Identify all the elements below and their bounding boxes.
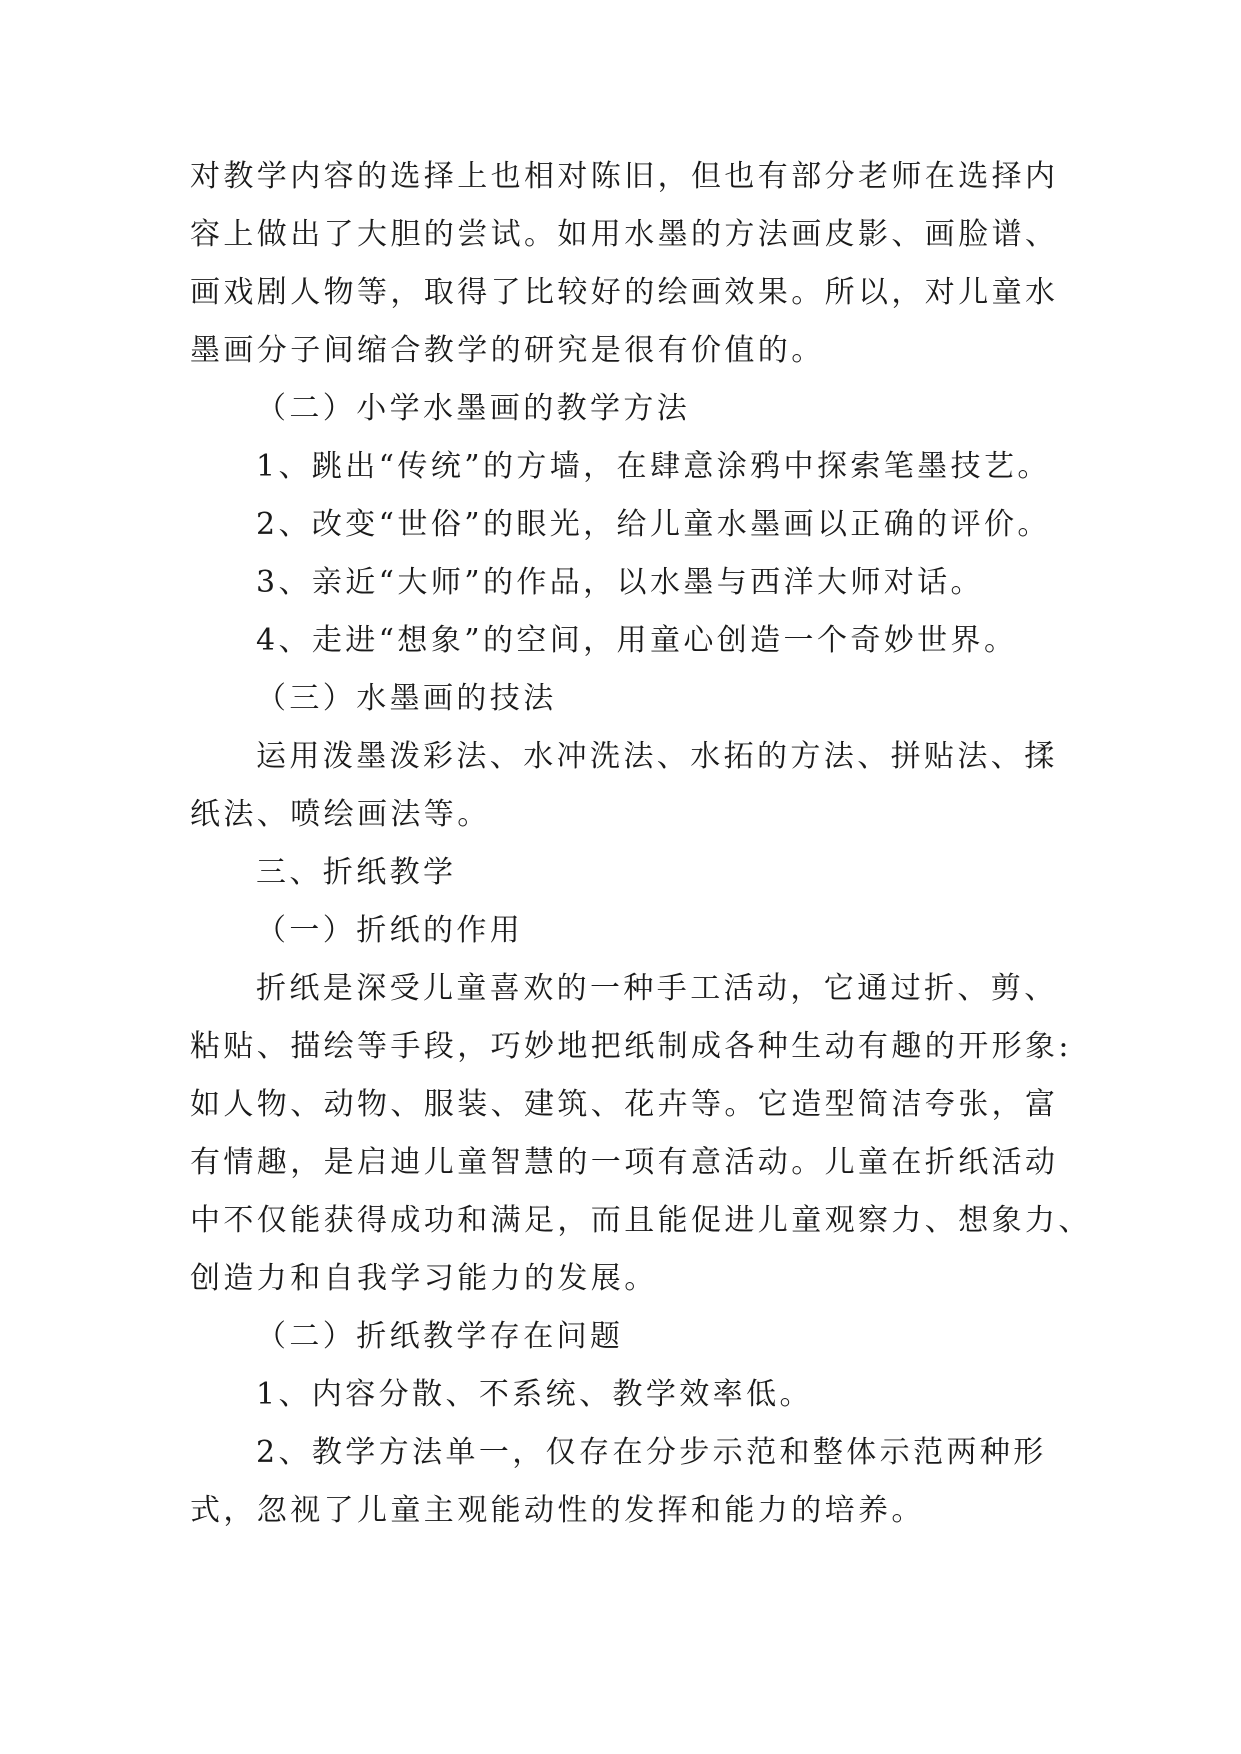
section-heading: （一）折纸的作用 [256, 913, 524, 948]
paragraph-line: 折纸是深受儿童喜欢的一种手工活动，它通过折、剪、 [256, 971, 1058, 1006]
paragraph-line: 容上做出了大胆的尝试。如用水墨的方法画皮影、画脸谱、 [190, 217, 1059, 252]
list-item: 3、亲近“大师”的作品，以水墨与西洋大师对话。 [256, 565, 984, 600]
paragraph-line: 画戏剧人物等，取得了比较好的绘画效果。所以，对儿童水 [190, 275, 1059, 310]
paragraph-line: 如人物、动物、服装、建筑、花卉等。它造型简洁夸张，富 [190, 1087, 1059, 1122]
section-heading: （三）水墨画的技法 [256, 681, 557, 716]
section-heading: 三、折纸教学 [256, 855, 457, 890]
section-heading: （二）小学水墨画的教学方法 [256, 391, 691, 426]
section-heading: （二）折纸教学存在问题 [256, 1319, 624, 1354]
list-item: 2、教学方法单一，仅存在分步示范和整体示范两种形 [256, 1435, 1047, 1470]
paragraph-line: 纸法、喷绘画法等。 [190, 797, 491, 832]
list-item: 4、走进“想象”的空间，用童心创造一个奇妙世界。 [256, 623, 1018, 658]
paragraph-line: 粘贴、描绘等手段，巧妙地把纸制成各种生动有趣的开形象: [190, 1029, 1072, 1064]
paragraph-line: 墨画分子间缩合教学的研究是很有价值的。 [190, 333, 825, 368]
list-item: 1、内容分散、不系统、教学效率低。 [256, 1377, 813, 1412]
paragraph-line: 创造力和自我学习能力的发展。 [190, 1261, 658, 1296]
paragraph-line: 运用泼墨泼彩法、水冲洗法、水拓的方法、拼贴法、揉 [256, 739, 1058, 774]
list-item: 2、改变“世俗”的眼光，给儿童水墨画以正确的评价。 [256, 507, 1051, 542]
paragraph-line: 式，忽视了儿童主观能动性的发挥和能力的培养。 [190, 1493, 925, 1528]
paragraph-line: 有情趣，是启迪儿童智慧的一项有意活动。儿童在折纸活动 [190, 1145, 1059, 1180]
paragraph-line: 对教学内容的选择上也相对陈旧，但也有部分老师在选择内 [190, 159, 1059, 194]
paragraph-line: 中不仅能获得成功和满足，而且能促进儿童观察力、想象力、 [190, 1203, 1092, 1238]
list-item: 1、跳出“传统”的方墙，在肆意涂鸦中探索笔墨技艺。 [256, 449, 1051, 484]
